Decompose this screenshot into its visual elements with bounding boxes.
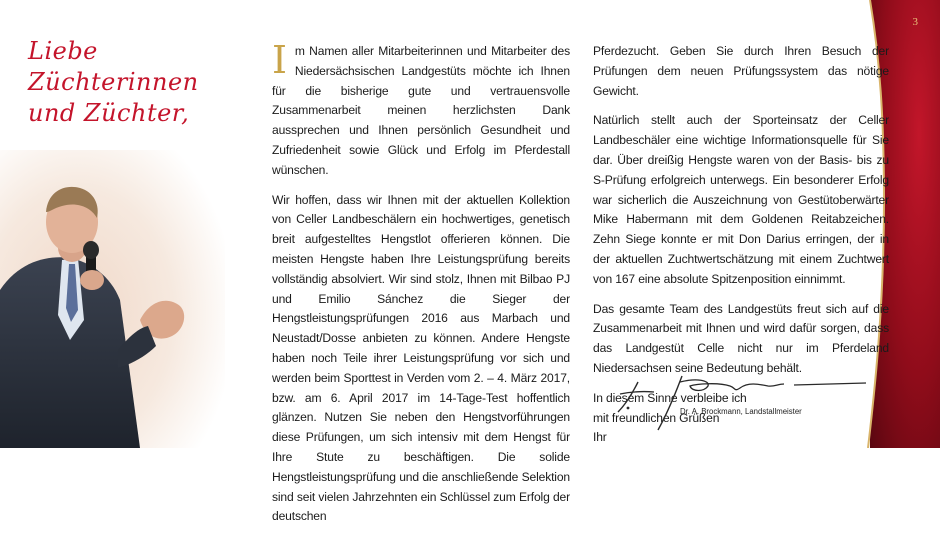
speaker-photo: [0, 150, 225, 448]
heading-line-2: Züchterinnen: [28, 68, 199, 96]
closing-line-1: In diesem Sinne verbleibe ich: [593, 390, 747, 405]
closing-line-2: mit freundlichen Grüßen: [593, 410, 720, 425]
paragraph: Pferdezucht. Geben Sie durch Ihren Besuch der Prüfungen dem neuen Prüfungssystem das nötige Gewicht.: [593, 44, 889, 98]
page-number: 3: [912, 16, 918, 28]
paragraph: [272, 38, 570, 181]
paragraph-text: m Namen aller Mitarbeiterinnen und Mitarbeiter des Niedersächsischen Landgestüts möchte ich Ihnen für die bisherige gute und vertrauensvolle Zusammenarbeit meinen herzlichsten Dank aussprechen und Ihnen persönlich Gesundheit und Zufriedenheit sowie Glück und Erfolg im Pferdestall wünschen.: [272, 44, 570, 177]
paragraph: Wir hoffen, dass wir Ihnen mit der aktuellen Kollektion von Celler Landbeschälern ein hochwertiges, genetisch breit aufgestelltes Hengstlot offerieren können. Die meisten Hengste haben Ihre Leistungsprüfung bereits vollständig absolviert. Wir sind stolz, Ihnen mit Bilbao PJ und Emilio Sánchez die Sieger der Hengstleistungsprüfungen 2016 aus Marbach und Neustadt/Dosse anbieten zu können. Andere Hengste haben noch Teile ihrer Leistungsprüfung vor sich und werden beim Sporttest in Verden vom 2. – 4. März 2017, bzw. am 6. April 2017 im 14-Tage-Test hoffentlich glänzen. Nutzen Sie neben den Hengstvorführungen diese Prüfungen, um sich intensiv mit dem Hengst für Ihre Stute zu beschäftigen. Die solide Hengstleistungsprüfung und die anschließende Selektion sind seit vielen Jahrzehnten ein Schlüssel zum Erfolg der deutschen: [272, 192, 570, 524]
heading-line-1: Liebe: [28, 37, 98, 65]
text-column-1: [272, 38, 570, 537]
paragraph: Natürlich stellt auch der Sporteinsatz der Celler Landbeschäler eine wichtige Informationsquelle für Sie dar. Über dreißig Hengste waren von der Basis- bis zu S-Prüfung erfolgreich unterwegs. Ein besonderer Erfolg war sicherlich die Auszeichnung von Gestütoberwärter Mike Habermann mit dem Goldenen Reitabzeichen. Zehn Siege konnte er mit Don Darius erringen, der in der aktuellen Zuchtwertschätzung mit einem Zuchtwert von 167 eine absolute Spitzenposition einnimmt.: [593, 113, 889, 286]
handwritten-signature: [598, 372, 868, 434]
page-heading: [28, 36, 268, 129]
drop-cap: I: [272, 38, 287, 82]
closing-line-3: Ihr: [593, 430, 607, 445]
paragraph: Das gesamte Team des Landgestüts freut sich auf die Zusammenarbeit mit Ihnen und wird dafür sorgen, dass das Landgestüt Celle nicht nur im Pferdeland Niedersachsen seine Bedeutung behält.: [593, 301, 889, 375]
heading-line-3: und Züchter,: [28, 99, 190, 127]
signer-name: Dr. A. Brockmann, Landstallmeister: [680, 407, 802, 416]
